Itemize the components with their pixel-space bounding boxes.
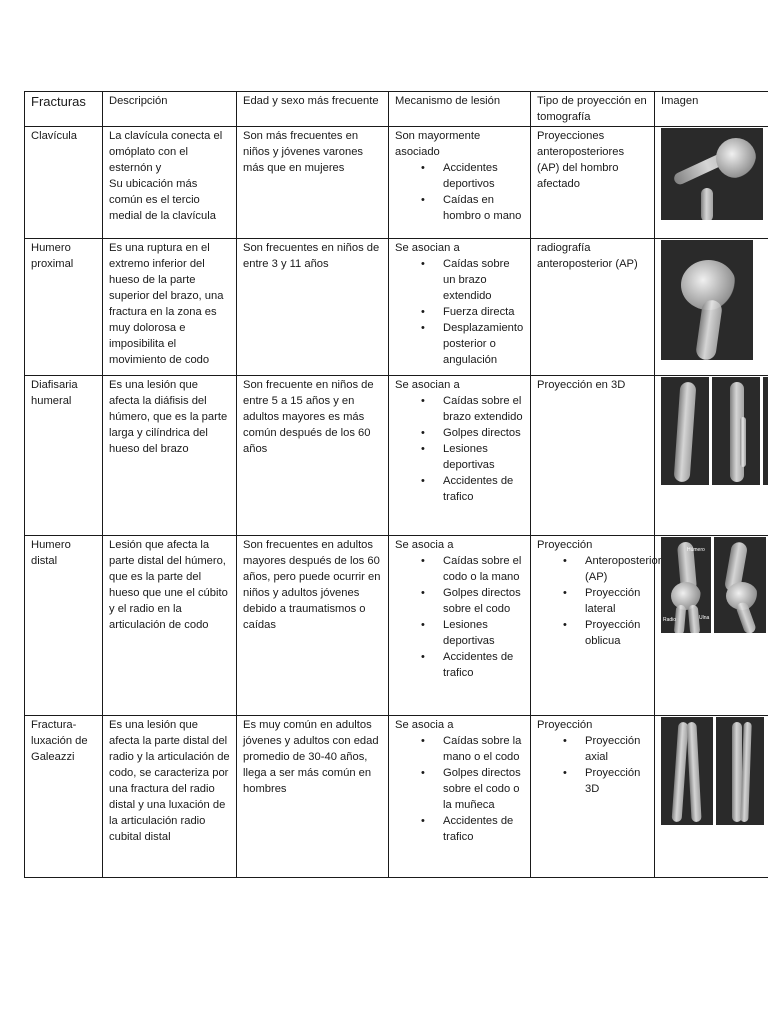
fracture-description: La clavícula conecta el omóplato con el esternón y Su ubicación más común es el tercio medial de la clavícula <box>103 127 237 239</box>
table-row <box>25 716 768 878</box>
list-item: • Golpes directos sobre el codo <box>443 585 525 617</box>
xray-panel <box>716 717 764 825</box>
xray-panel <box>763 377 768 485</box>
list-item: • Caídas en hombro o mano <box>443 192 525 224</box>
fracture-mechanism <box>389 716 531 878</box>
table-row <box>25 239 768 376</box>
fracture-name: Clavícula <box>25 127 103 239</box>
fracture-name: Humero proximal <box>25 239 103 376</box>
fracture-projection <box>531 716 655 878</box>
projection-intro: Proyecciones anteroposteriores (AP) del hombro afectado <box>537 130 625 190</box>
header-descripcion: Descripción <box>103 92 237 127</box>
xray-panel <box>661 377 709 485</box>
list-item: • Lesiones deportivas <box>443 617 525 649</box>
xray-panel <box>712 377 760 485</box>
list-item: • Accidentes deportivos <box>443 160 525 192</box>
xray-panel <box>661 240 753 360</box>
header-imagen: Imagen <box>655 92 768 127</box>
projection-list <box>537 733 649 797</box>
mechanism-intro: Se asocian a <box>395 379 460 391</box>
header-edad: Edad y sexo más frecuente <box>237 92 389 127</box>
list-item: • Caídas sobre el brazo extendido <box>443 393 525 425</box>
fracture-projection <box>531 127 655 239</box>
fracture-image-cell <box>655 716 768 878</box>
list-item: • Accidentes de trafico <box>443 813 525 845</box>
xray-proximal-humerus-image <box>661 240 768 360</box>
mechanism-list <box>395 553 525 681</box>
xray-panel <box>661 537 711 633</box>
fracture-name: Humero distal <box>25 536 103 716</box>
mechanism-intro: Son mayormente asociado <box>395 130 481 158</box>
projection-list <box>537 553 662 649</box>
list-item: • Caídas sobre el codo o la mano <box>443 553 525 585</box>
xray-label: Radio <box>663 617 677 623</box>
fracture-mechanism <box>389 239 531 376</box>
fracture-age-sex: Son más frecuentes en niños y jóvenes varones más que en mujeres <box>237 127 389 239</box>
list-item: • Desplazamiento posterior o angulación <box>443 320 525 368</box>
list-item: • Golpes directos <box>443 425 525 441</box>
list-item: • Golpes directos sobre el codo o la muñeca <box>443 765 525 813</box>
fracture-name: Fractura-luxación de Galeazzi <box>25 716 103 878</box>
fractures-table <box>24 91 768 878</box>
header-proyeccion: Tipo de proyección en tomografía <box>531 92 655 127</box>
list-item: • Caídas sobre la mano o el codo <box>443 733 525 765</box>
header-fracturas: Fracturas <box>25 92 103 127</box>
xray-humeral-shaft-image <box>661 377 768 485</box>
xray-panel <box>661 128 763 220</box>
table-body <box>25 127 768 878</box>
fracture-mechanism <box>389 536 531 716</box>
mechanism-intro: Se asocian a <box>395 242 460 254</box>
fracture-age-sex: Son frecuente en niños de entre 5 a 15 años y en adultos mayores es más común después de los 60 años <box>237 376 389 536</box>
list-item: • Proyección 3D <box>585 765 649 797</box>
xray-clavicle-image <box>661 128 768 220</box>
mechanism-intro: Se asocia a <box>395 719 454 731</box>
table-header-row <box>25 92 768 127</box>
projection-intro: Proyección <box>537 539 593 551</box>
list-item: • Proyección lateral <box>585 585 649 617</box>
mechanism-list <box>395 160 525 224</box>
projection-intro: radiografía anteroposterior (AP) <box>537 242 638 270</box>
fracture-mechanism <box>389 376 531 536</box>
fracture-description: Es una lesión que afecta la parte distal del radio y la articulación de codo, se caracteriza por una fractura del radio distal y una luxación de la articulación radio cubital distal <box>103 716 237 878</box>
fracture-image-cell <box>655 536 768 716</box>
xray-panel <box>661 717 713 825</box>
xray-galeazzi-image <box>661 717 768 825</box>
fracture-projection <box>531 376 655 536</box>
table-row <box>25 127 768 239</box>
fracture-image-cell <box>655 127 768 239</box>
mechanism-list <box>395 733 525 845</box>
fracture-name: Diafisaria humeral <box>25 376 103 536</box>
mechanism-list <box>395 256 525 368</box>
list-item: • Proyección oblicua <box>585 617 649 649</box>
projection-intro: Proyección en 3D <box>537 379 626 391</box>
fracture-projection <box>531 239 655 376</box>
xray-distal-humerus-image <box>661 537 768 633</box>
fracture-description: Es una ruptura en el extremo inferior del hueso de la parte superior del brazo, una fractura en la zona es muy dolorosa e imposibilita el movimiento de codo <box>103 239 237 376</box>
mechanism-intro: Se asocia a <box>395 539 454 551</box>
fracture-image-cell <box>655 239 768 376</box>
fracture-projection <box>531 536 662 716</box>
fracture-image-cell <box>655 376 768 536</box>
list-item: • Caídas sobre un brazo extendido <box>443 256 525 304</box>
fracture-age-sex: Son frecuentes en adultos mayores después de los 60 años, pero puede ocurrir en niños y adultos jóvenes debido a traumatismos o caídas <box>237 536 389 716</box>
list-item: • Proyección axial <box>585 733 649 765</box>
fracture-mechanism <box>389 127 531 239</box>
projection-intro: Proyección <box>537 719 593 731</box>
xray-panel <box>714 537 766 633</box>
list-item: • Accidentes de trafico <box>443 649 525 681</box>
fracture-description: Es una lesión que afecta la diáfisis del húmero, que es la parte larga y cilíndrica del hueso del brazo <box>103 376 237 536</box>
mechanism-list <box>395 393 525 505</box>
fracture-description: Lesión que afecta la parte distal del húmero, que es la parte del hueso que une el cúbito y el radio en la articulación de codo <box>103 536 237 716</box>
fracture-age-sex: Son frecuentes en niños de entre 3 y 11 años <box>237 239 389 376</box>
list-item: • Lesiones deportivas <box>443 441 525 473</box>
xray-label: Húmero <box>687 547 705 553</box>
header-mecanismo: Mecanismo de lesión <box>389 92 531 127</box>
fracture-age-sex: Es muy común en adultos jóvenes y adultos con edad promedio de 30-40 años, llega a ser más común en hombres <box>237 716 389 878</box>
list-item: • Anteroposterior (AP) <box>585 553 649 585</box>
list-item: • Fuerza directa <box>443 304 525 320</box>
xray-label: Ulna <box>699 615 710 621</box>
list-item: • Accidentes de trafico <box>443 473 525 505</box>
table-row <box>25 536 768 716</box>
table-row <box>25 376 768 536</box>
